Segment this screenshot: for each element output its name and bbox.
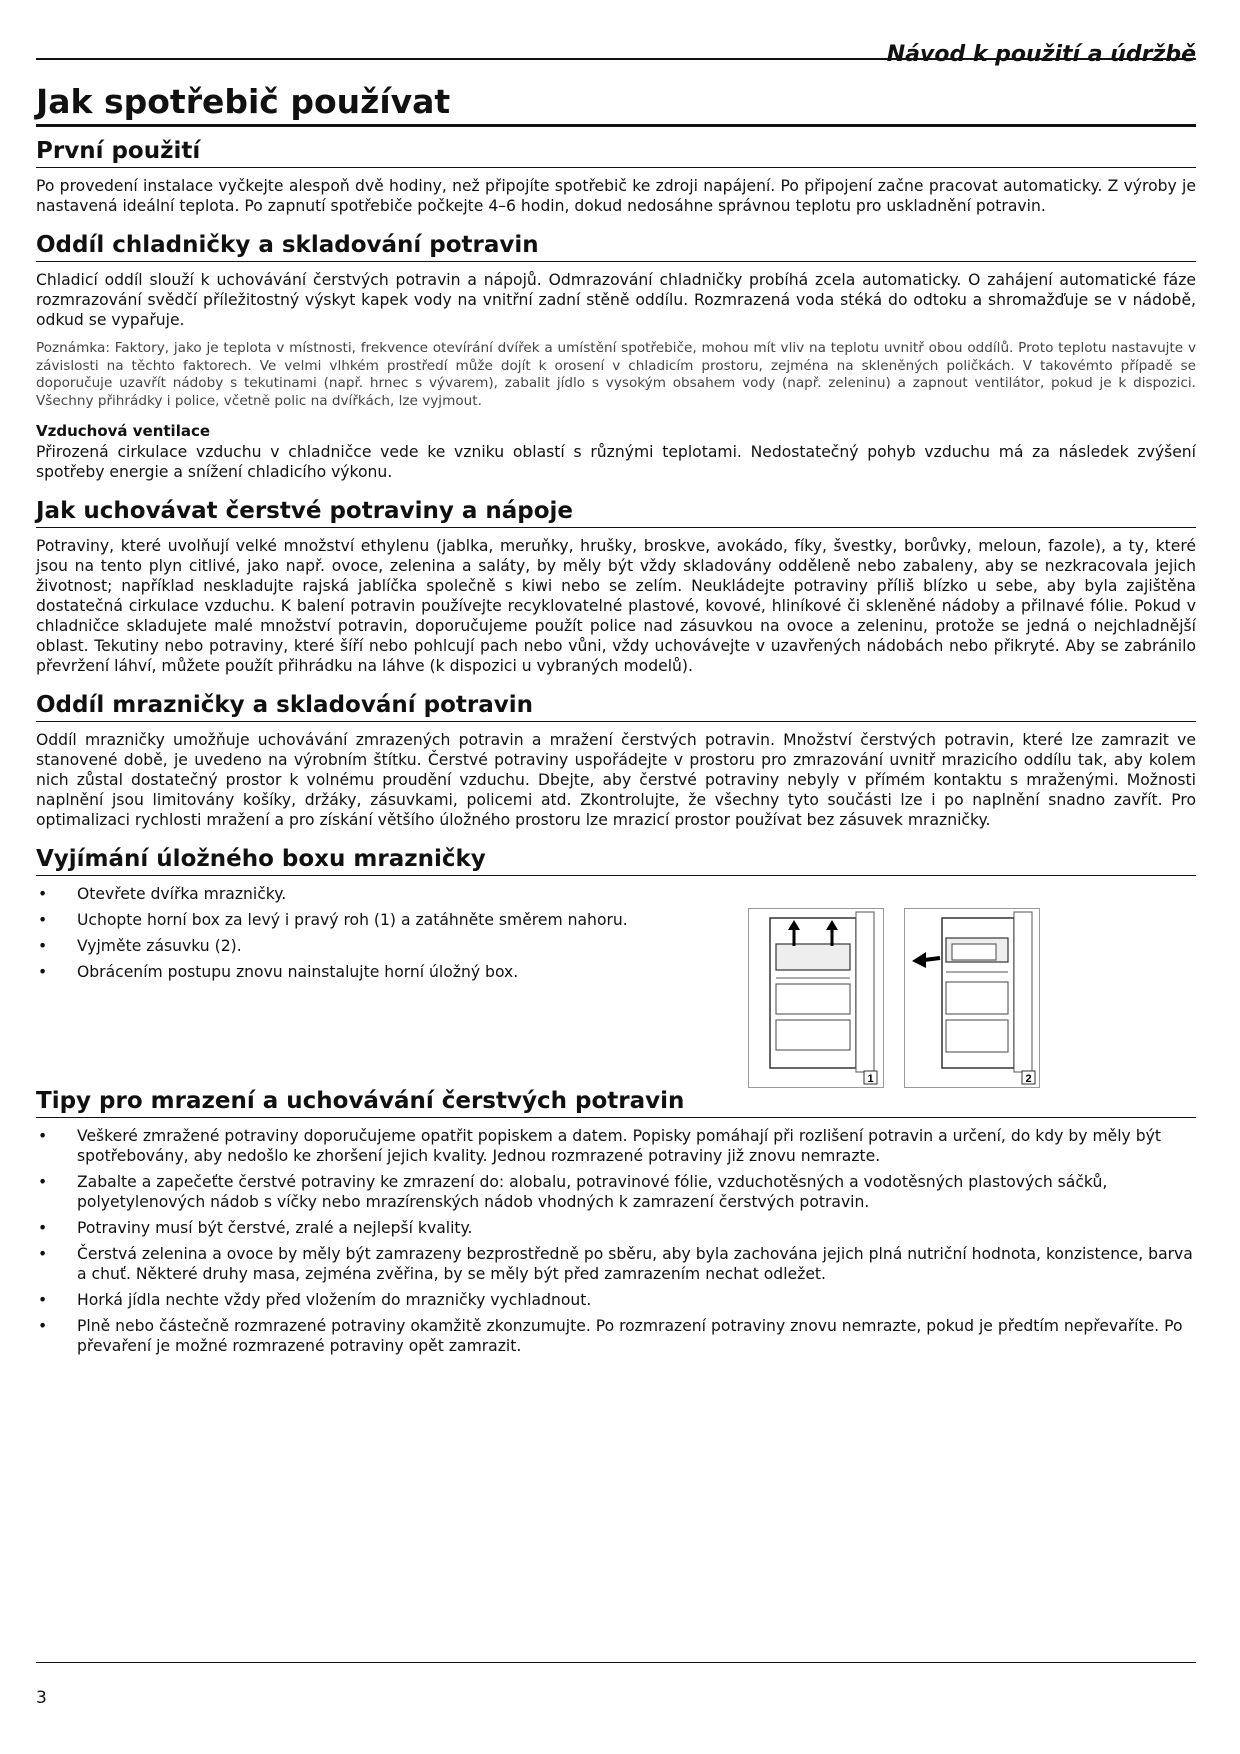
section-text: Oddíl mrazničky umožňuje uchovávání zmrazených potravin a mražení čerstvých potravin. Množství čerstvých potravin, které lze zamrazit ve stanovené době, je uvedeno na výrobním štítku. Čerstvé potraviny uspořádejte v prostoru pro zmrazování uvnitř mrazicího oddílu tak, aby kolem nich zůstal dostatečný prostor k volnému proudění vzduchu. Dbejte, aby čerstvé potraviny nebyly v přímém kontaktu s mraženými. Možnosti naplnění jsou limitovány košíky, držáky, zásuvkami, policemi atd. Zkontrolujte, že všechny tyto součásti lze i po naplnění snadno zavřít. Pro optimalizaci rychlosti mražení a pro získání většího úložného prostoru lze mrazicí prostor používat bez zásuvek mrazničky. — [36, 731, 1196, 829]
section-heading: Jak uchovávat čerstvé potraviny a nápoje — [36, 492, 1196, 528]
manual-title: Návod k použití a údržbě — [886, 42, 1196, 67]
list-item: • Zabalte a zapečeťte čerstvé potraviny ke zmrazení do: alobalu, potravinové fólie, vzduchotěsných a vodotěsných plastových sáčků, polyetylenových nádob s víčky nebo mrazírenských nádob vhodných k zamrazení čerstvých potravin. — [36, 1172, 1196, 1212]
list-item: • Uchopte horní box za levý i pravý roh (1) a zatáhněte směrem nahoru. — [36, 910, 726, 930]
list-item: • Vyjměte zásuvku (2). — [36, 936, 726, 956]
list-item: • Potraviny musí být čerstvé, zralé a nejlepší kvality. — [36, 1218, 1196, 1238]
section-remove-box — [36, 840, 1196, 1085]
section-freezer — [36, 686, 1196, 830]
tips-list — [36, 1126, 1196, 1356]
title-rule — [36, 124, 1196, 127]
remove-box-content — [36, 884, 1196, 1085]
list-item: • Otevřete dvířka mrazničky. — [36, 884, 726, 904]
figure-label-1: 1 — [867, 1073, 874, 1085]
section-heading: Oddíl mrazničky a skladování potravin — [36, 686, 1196, 722]
list-item: • Čerstvá zelenina a ovoce by měly být zamrazeny bezprostředně po sběru, aby byla zachována jejich plná nutriční hodnota, konzistence, barva a chuť. Některé druhy masa, zejména zvěřina, by se měly být před zamrazením nechat odležet. — [36, 1244, 1196, 1284]
section-fridge — [36, 226, 1196, 482]
list-item: • Obrácením postupu znovu nainstalujte horní úložný box. — [36, 962, 726, 982]
figure-pull-drawer — [904, 908, 1040, 1088]
figure-label-2: 2 — [1025, 1073, 1032, 1085]
list-item: • Horká jídla nechte vždy před vložením do mrazničky vychladnout. — [36, 1290, 1196, 1310]
manual-page — [36, 36, 1196, 1718]
list-item: • Plně nebo částečně rozmrazené potraviny okamžitě zkonzumujte. Po rozmrazení potraviny znovu nemrazte, pokud je předtím nepřevaříte. Po převaření je možné rozmrazené potraviny opět zamrazit. — [36, 1316, 1196, 1356]
section-heading: Vyjímání úložného boxu mrazničky — [36, 840, 1196, 876]
section-tips — [36, 1082, 1196, 1356]
ventilation-text: Přirozená cirkulace vzduchu v chladničce vede ke vzniku oblastí s různými teplotami. Nedostatečný pohyb vzduchu má za následek zvýšení spotřeby energie a snížení chladicího výkonu. — [36, 443, 1196, 481]
section-fresh-food — [36, 492, 1196, 676]
page-number: 3 — [36, 1688, 47, 1708]
section-heading: Tipy pro mrazení a uchovávání čerstvých potravin — [36, 1082, 1196, 1118]
freezer-illustration-2 — [904, 908, 1040, 1088]
note-text: Poznámka: Faktory, jako je teplota v místnosti, frekvence otevírání dvířek a umístění spotřebiče, mohou mít vliv na teplotu uvnitř obou oddílů. Proto teplotu nastavujte v závislosti na těchto faktorech. Ve velmi vlhkém prostředí může dojít k orosení v chladicím prostoru, zejména na skleněných poličkách. V takovémto případě se doporučuje uzavřít nádoby s tekutinami (např. hrnec s vývarem), zabalit jídlo s vysokým obsahem vody (např. zeleninu) a zapnout ventilátor, pokud je k dispozici. Všechny přihrádky i police, včetně polic na dvířkách, lze vyjmout. — [36, 340, 1196, 409]
footer-rule — [36, 1662, 1196, 1663]
content-flow — [36, 132, 1196, 1362]
section-heading: První použití — [36, 132, 1196, 168]
section-first-use — [36, 132, 1196, 216]
freezer-illustration-1 — [748, 908, 884, 1088]
steps-list — [36, 884, 726, 982]
section-text: Chladicí oddíl slouží k uchovávání čerstvých potravin a nápojů. Odmrazování chladničky probíhá zcela automaticky. O zahájení automatické fáze rozmrazování svědčí příležitostný výskyt kapek vody na vnitřní zadní stěně oddílu. Rozmrazená voda stéká do odtoku a shromažďuje se v nádobě, odkud se vypařuje. — [36, 271, 1196, 329]
figure-lift-box — [748, 908, 884, 1088]
subheading-ventilation: Vzduchová ventilace — [36, 422, 211, 440]
section-text: Po provedení instalace vyčkejte alespoň dvě hodiny, než připojíte spotřebič ke zdroji napájení. Po připojení začne pracovat automaticky. Z výroby je nastavená ideální teplota. Po zapnutí spotřebiče počkejte 4–6 hodin, dokud nedosáhne správnou teplotu pro uskladnění potravin. — [36, 177, 1196, 215]
section-text: Potraviny, které uvolňují velké množství ethylenu (jablka, meruňky, hrušky, broskve, avokádo, fíky, švestky, borůvky, meloun, fazole), a ty, které jsou na tento plyn citlivé, jako např. ovoce, zelenina a saláty, by měly být vždy skladovány odděleně nebo zabaleny, aby se nezkracovala jejich životnost; například neskladujte rajská jablíčka společně s kiwi nebo se zelím. Neukládejte potraviny příliš blízko u sebe, aby byla zajištěna dostatečná cirkulace vzduchu. K balení potravin používejte recyklovatelné plastové, kovové, hliníkové či skleněné nádoby a přilnavé fólie. Pokud v chladničce skladujete malé množství potravin, doporučujeme použít police nad zásuvkou na ovoce a zeleninu, protože se jedná o nejchladnější oblast. Tekutiny nebo potraviny, které šíří nebo pohlcují pach nebo vůni, vždy uchovávejte v uzavřených nádobách nebo přikryté. Aby se zabránilo převržení láhví, můžete použít přihrádku na láhve (k dispozici u vybraných modelů). — [36, 537, 1196, 675]
section-heading: Oddíl chladničky a skladování potravin — [36, 226, 1196, 262]
list-item: • Veškeré zmražené potraviny doporučujeme opatřit popiskem a datem. Popisky pomáhají při rozlišení potravin a určení, do kdy by měly být spotřebovány, aby nedošlo ke zhoršení jejich kvality. Jednou rozmrazené potraviny již znovu nemrazte. — [36, 1126, 1196, 1166]
page-title: Jak spotřebič používat — [36, 82, 451, 121]
